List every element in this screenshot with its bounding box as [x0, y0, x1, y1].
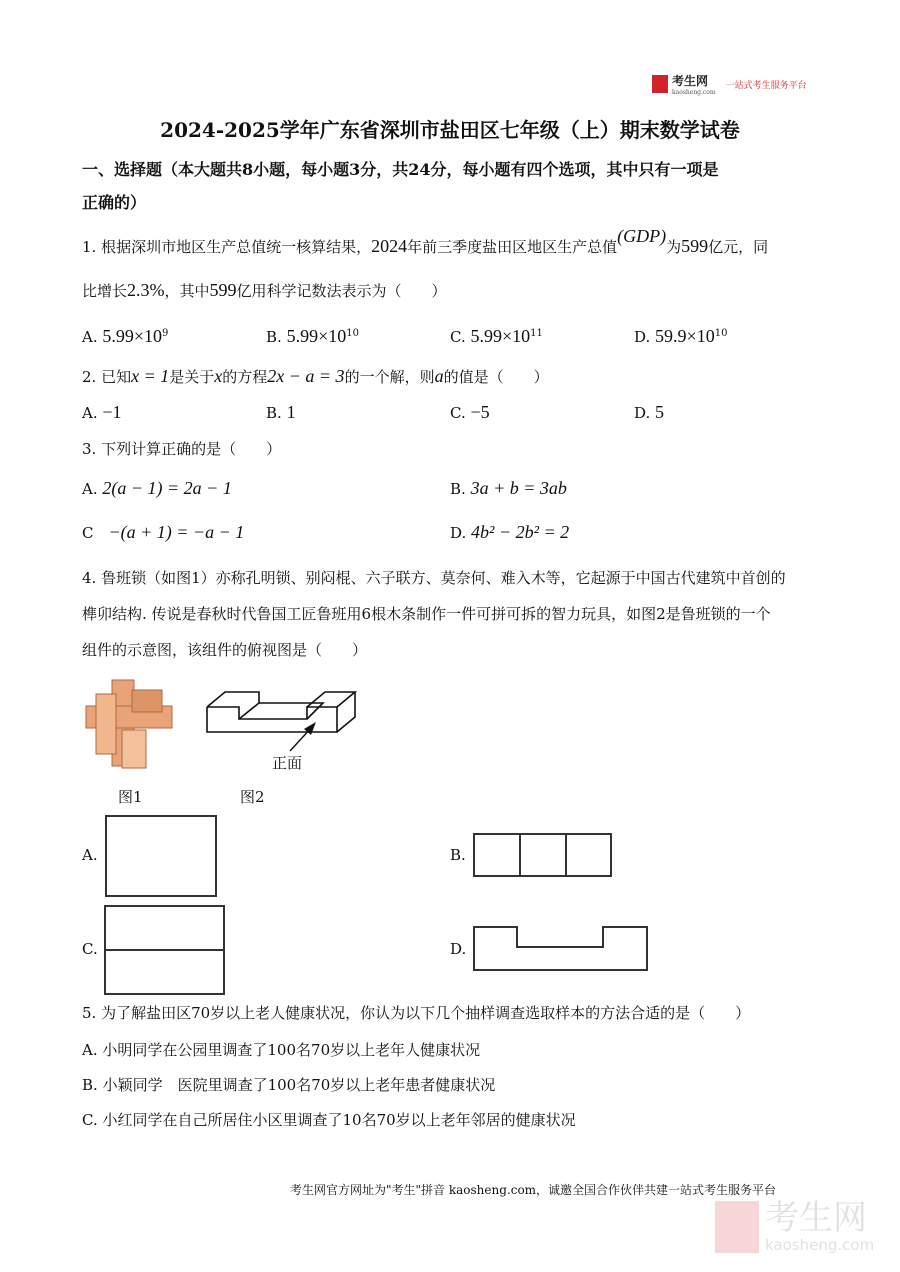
header-logo — [652, 72, 807, 96]
q2-option-d[interactable]: D. 5 — [634, 402, 665, 422]
luban-lock-image — [82, 676, 178, 772]
logo-icon — [652, 75, 668, 93]
page-title: 2024-2025学年广东省深圳市盐田区七年级（上）期末数学试卷 — [160, 118, 740, 142]
q2-option-a[interactable]: A. −1 — [82, 402, 122, 422]
q1-stem-cont: 比增长2.3%，其中599亿用科学记数法表示为（ ） — [82, 280, 447, 300]
q4-option-d-label[interactable]: D. — [450, 940, 467, 958]
figure-1-caption: 图1 — [118, 788, 143, 806]
figure-2-caption: 图2 — [240, 788, 265, 806]
watermark-name: 考生网 — [765, 1198, 867, 1238]
q2-option-b[interactable]: B. 1 — [266, 402, 296, 422]
logo-url: kaosheng.com — [672, 89, 716, 96]
q4-option-a-shape[interactable] — [105, 815, 217, 897]
q3-option-c[interactable]: C −(a + 1) = −a − 1 — [82, 522, 245, 542]
q5-option-c[interactable]: C. 小红同学在自己所居住小区里调查了10名70岁以上老年邻居的健康状况 — [82, 1111, 576, 1129]
q1-option-d[interactable]: D. $59.9\times 10^{10}$ — [634, 326, 728, 346]
watermark-logo-icon — [715, 1201, 759, 1253]
footer-text: 考生网官方网址为"考生"拼音 kaosheng.com，诚邀全国合作伙伴共建一站式考生服务平台 — [290, 1183, 777, 1197]
q4-stem-cont2: 组件的示意图，该组件的俯视图是（ ） — [82, 641, 368, 659]
front-label: 正面 — [272, 754, 303, 772]
q5-option-b[interactable]: B. 小颖同学 医院里调查了100名70岁以上老年患者健康状况 — [82, 1076, 496, 1094]
q4-stem: 4. 鲁班锁（如图1）亦称孔明锁、别闷棍、六子联方、莫奈何、难入木等，它起源于中国古代建筑中首创的 — [82, 569, 786, 587]
watermark — [715, 1200, 874, 1254]
watermark-url: kaosheng.com — [765, 1236, 875, 1254]
q3-stem: 3. 下列计算正确的是（ ） — [82, 440, 282, 458]
q5-stem: 5. 为了解盐田区70岁以上老人健康状况，你认为以下几个抽样调查选取样本的方法合适的是（ ） — [82, 1004, 751, 1022]
slogan: 一站式考生服务平台 — [725, 80, 807, 91]
section-heading: 一、选择题（本大题共8小题，每小题3分，共24分，每小题有四个选项，其中只有一项是 — [82, 160, 719, 179]
q4-option-d-shape[interactable] — [472, 925, 650, 973]
q3-option-a[interactable]: A. 2(a − 1) = 2a − 1 — [82, 478, 232, 498]
q4-option-a-label[interactable]: A. — [82, 846, 98, 864]
q1-option-c[interactable]: C. $5.99\times 10^{11}$ — [450, 326, 543, 346]
logo-name: 考生网 — [672, 74, 709, 88]
q1-stem: 1. 根据深圳市地区生产总值统一核算结果，2024年前三季度盐田区地区生产总值(GDP)为599亿元，同 — [82, 226, 769, 256]
q5-option-a[interactable]: A. 小明同学在公园里调查了100名70岁以上老年人健康状况 — [82, 1041, 481, 1059]
q1-option-b[interactable]: B. $5.99\times 10^{10}$ — [266, 326, 359, 346]
q3-option-b[interactable]: B. 3a + b = 3ab — [450, 478, 567, 498]
q2-stem: 2. 已知x = 1是关于x的方程2x − a = 3的一个解，则a的值是（ ） — [82, 366, 549, 386]
section-heading-cont: 正确的） — [82, 193, 147, 212]
q4-stem-cont: 榫卯结构. 传说是春秋时代鲁国工匠鲁班用6根木条制作一件可拼可拆的智力玩具，如图2是鲁班锁的一个 — [82, 605, 771, 623]
q2-option-c[interactable]: C. −5 — [450, 402, 490, 422]
q4-option-c-shape[interactable] — [104, 905, 225, 995]
q4-option-c-label[interactable]: C. — [82, 940, 98, 958]
q3-option-d[interactable]: D. 4b² − 2b² = 2 — [450, 522, 570, 542]
q4-option-b-label[interactable]: B. — [450, 846, 466, 864]
q1-option-a[interactable]: A. $5.99\times 10^9$ — [82, 326, 169, 346]
q4-option-b-shape[interactable] — [473, 833, 612, 877]
